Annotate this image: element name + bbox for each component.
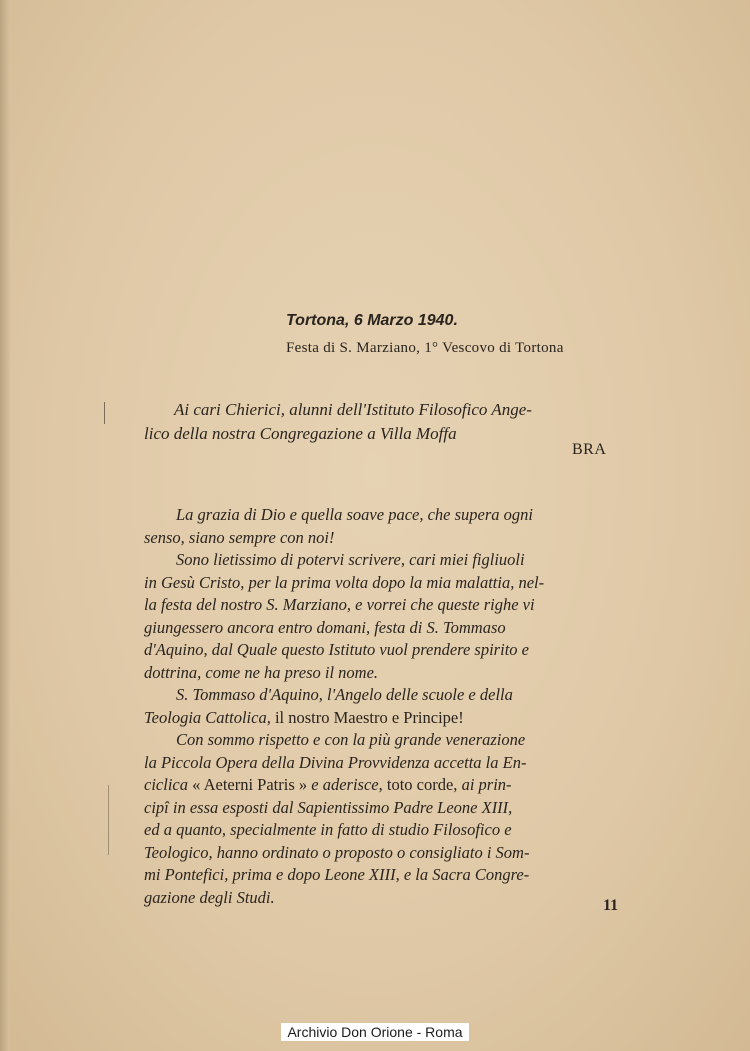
body-line: la Piccola Opera della Divina Provvidenza accetta la En- xyxy=(144,752,527,772)
body-fragment: il nostro Maestro e Principe! xyxy=(270,707,464,727)
letter-body xyxy=(144,504,619,909)
body-line: S. Tommaso d'Aquino, l'Angelo delle scuole e della xyxy=(176,685,513,704)
archive-label xyxy=(0,1024,750,1040)
body-line: gazione degli Studi. xyxy=(144,887,275,907)
body-line: in Gesù Cristo, per la prima volta dopo la mia malattia, nel- xyxy=(144,572,545,592)
body-fragment: ai prin- xyxy=(457,775,512,794)
body-line: Teologico, hanno ordinato o proposto o consigliato i Som- xyxy=(144,842,530,862)
address-block xyxy=(144,398,619,446)
address-city: BRA xyxy=(572,441,607,458)
body-line: giungessero ancora entro domani, festa di S. Tommaso xyxy=(144,617,506,637)
body-fragment: Teologia Cattolica, xyxy=(144,707,271,727)
address-line: Ai cari Chierici, alunni dell'Istituto Filosofico Ange- xyxy=(174,400,532,419)
body-line: d'Aquino, dal Quale questo Istituto vuol prendere spirito e xyxy=(144,640,529,659)
body-line: cipî in essa esposti dal Sapientissimo Padre Leone XIII, xyxy=(144,797,513,817)
body-fragment: « Aeterni Patris » xyxy=(192,775,308,794)
body-line: Sono lietissimo di potervi scrivere, cari miei figliuoli xyxy=(176,550,525,569)
body-line: La grazia di Dio e quella soave pace, che supera ogni xyxy=(176,505,533,524)
body-fragment: ciclica xyxy=(144,775,193,794)
body-line xyxy=(144,707,619,730)
page-gutter xyxy=(0,0,10,1051)
body-line: Con sommo rispetto e con la più grande venerazione xyxy=(176,730,526,749)
margin-mark xyxy=(104,402,105,424)
archive-label-text: Archivio Don Orione - Roma xyxy=(281,1023,468,1041)
body-fragment: e aderisce, xyxy=(307,775,387,794)
page-number: 11 xyxy=(603,897,619,914)
margin-mark xyxy=(108,785,109,855)
body-line: la festa del nostro S. Marziano, e vorrei che queste righe vi xyxy=(144,595,535,614)
body-line xyxy=(144,774,619,797)
body-line: ed a quanto, specialmente in fatto di studio Filosofico e xyxy=(144,820,512,839)
dateline: Tortona, 6 Marzo 1940. xyxy=(286,312,458,329)
body-line: senso, siano sempre con noi! xyxy=(144,527,335,547)
body-line: mi Pontefici, prima e dopo Leone XIII, e la Sacra Congre- xyxy=(144,865,530,884)
address-line: lico della nostra Congregazione a Villa Moffa xyxy=(144,424,457,443)
body-fragment: toto corde, xyxy=(386,775,458,794)
body-line: dottrina, come ne ha preso il nome. xyxy=(144,662,379,682)
feast-subtitle: Festa di S. Marziano, 1° Vescovo di Tortona xyxy=(286,340,564,356)
